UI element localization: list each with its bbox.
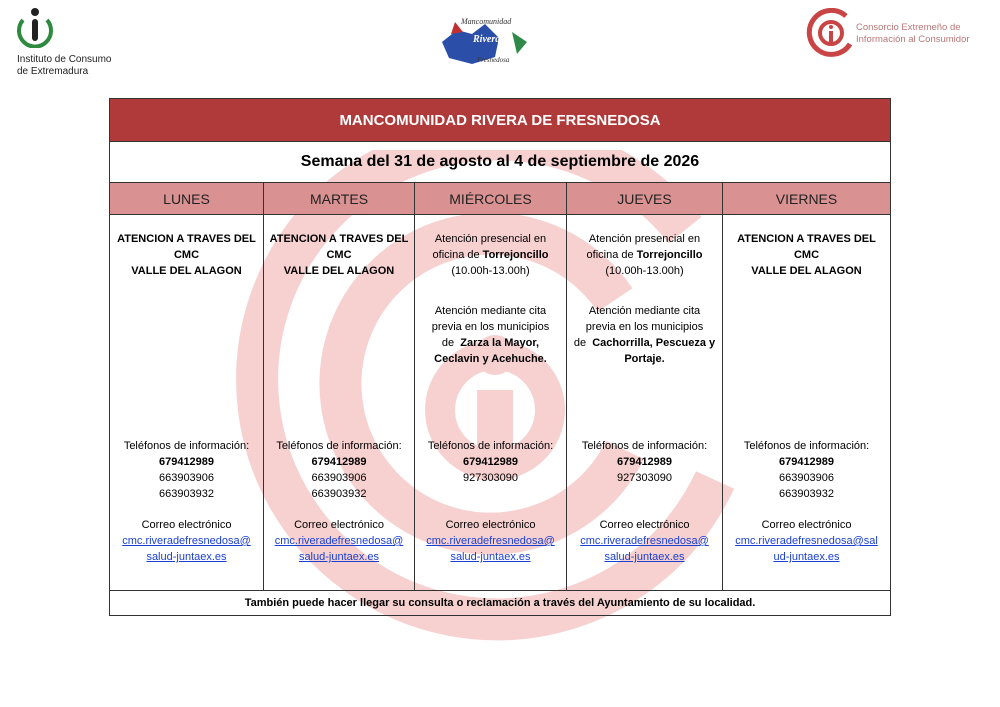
cell-jueves	[567, 215, 723, 591]
day-header-miercoles: MIÉRCOLES	[415, 183, 567, 215]
day-header-viernes: VIERNES	[723, 183, 891, 215]
viernes-top-line3: VALLE DEL ALAGON	[751, 265, 862, 277]
miercoles-mid-line2: previa en los municipios	[431, 321, 550, 333]
day-header-martes: MARTES	[264, 183, 415, 215]
miercoles-phone-2: 927303090	[462, 472, 519, 484]
logo-mancomunidad	[437, 12, 537, 67]
martes-email-label: Correo electrónico	[294, 519, 384, 531]
martes-top-line1: ATENCION A TRAVES DEL	[269, 233, 409, 245]
footer-note: También puede hacer llegar su consulta o reclamación a través del Ayuntamiento de su localidad.	[110, 591, 891, 616]
jueves-mid-line1: Atención mediante cita	[588, 305, 701, 317]
schedule-sheet	[109, 98, 890, 616]
martes-top-line3: VALLE DEL ALAGON	[283, 265, 395, 277]
lunes-top-line3: VALLE DEL ALAGON	[131, 265, 242, 277]
martes-phone-3: 663903932	[311, 488, 367, 500]
viernes-phones-label: Teléfonos de información:	[743, 440, 870, 452]
viernes-email-label: Correo electrónico	[761, 519, 852, 531]
martes-phones-label: Teléfonos de información:	[276, 440, 402, 452]
logo-left-line1: Instituto de Consumo	[17, 54, 112, 65]
viernes-phone-3: 663903932	[778, 488, 835, 500]
miercoles-top-line2: oficina de Torrejoncillo	[432, 249, 549, 261]
miercoles-top-line3: (10.00h-13.00h)	[451, 265, 530, 277]
jueves-email-label: Correo electrónico	[599, 519, 690, 531]
lunes-phone-2: 663903906	[158, 472, 215, 484]
martes-email-link[interactable]: cmc.riveradefresnedosa@ salud-juntaex.es	[274, 535, 404, 563]
martes-top-line2: CMC	[326, 249, 352, 261]
logo-mid-text3: Fresnedosa	[477, 56, 510, 64]
viernes-phone-2: 663903906	[778, 472, 835, 484]
lunes-phone-main: 679412989	[158, 456, 215, 468]
consorcio-logo-icon	[806, 8, 856, 58]
table-title: MANCOMUNIDAD RIVERA DE FRESNEDOSA	[110, 99, 891, 142]
miercoles-mid-line3: de Zarza la Mayor,	[441, 337, 540, 349]
miercoles-mid-line4: Ceclavin y Acehuche.	[434, 353, 547, 365]
jueves-mid-line4: Portaje.	[624, 353, 665, 365]
instituto-logo-icon	[15, 6, 55, 48]
logo-mid-text1: Mancomunidad	[461, 17, 512, 26]
jueves-top-line3: (10.00h-13.00h)	[605, 265, 684, 277]
miercoles-top-line1: Atención presencial en	[434, 233, 547, 245]
jueves-mid-line3: de Cachorrilla, Pescueza y	[573, 337, 716, 349]
week-heading: Semana del 31 de agosto al 4 de septiembre de 2026	[110, 142, 891, 183]
jueves-mid-line2: previa en los municipios	[585, 321, 704, 333]
logo-consorcio	[806, 8, 996, 58]
cell-viernes	[723, 215, 891, 591]
jueves-phone-main: 679412989	[616, 456, 673, 468]
viernes-email-link[interactable]: cmc.riveradefresnedosa@sal ud-juntaex.es	[735, 535, 878, 563]
jueves-email-link[interactable]: cmc.riveradefresnedosa@ salud-juntaex.es	[580, 535, 709, 563]
jueves-top-line1: Atención presencial en	[588, 233, 701, 245]
lunes-top-line2: CMC	[173, 249, 200, 261]
logo-right-line1: Consorcio Extremeño de	[856, 22, 961, 33]
cell-martes	[264, 215, 415, 591]
jueves-top-line2: oficina de Torrejoncillo	[586, 249, 703, 261]
lunes-email-link[interactable]: cmc.riveradefresnedosa@ salud-juntaex.es	[122, 535, 251, 563]
martes-phone-2: 663903906	[311, 472, 367, 484]
lunes-phone-3: 663903932	[158, 488, 215, 500]
miercoles-phone-main: 679412989	[462, 456, 519, 468]
jueves-phone-2: 927303090	[616, 472, 673, 484]
martes-phone-main: 679412989	[311, 456, 367, 468]
miercoles-mid-line1: Atención mediante cita	[434, 305, 547, 317]
logo-right-line2: Información al Consumidor	[856, 34, 970, 45]
miercoles-email-link[interactable]: cmc.riveradefresnedosa@ salud-juntaex.es	[426, 535, 555, 563]
lunes-email-label: Correo electrónico	[141, 519, 232, 531]
miercoles-phones-label: Teléfonos de información:	[427, 440, 554, 452]
viernes-top-line1: ATENCION A TRAVES DEL	[737, 233, 876, 245]
lunes-phones-label: Teléfonos de información:	[123, 440, 250, 452]
logo-left-line2: de Extremadura	[17, 66, 89, 77]
day-header-jueves: JUEVES	[567, 183, 723, 215]
viernes-top-line2: CMC	[793, 249, 820, 261]
miercoles-email-label: Correo electrónico	[445, 519, 536, 531]
schedule-table	[109, 98, 891, 616]
day-header-lunes: LUNES	[110, 183, 264, 215]
cell-lunes	[110, 215, 264, 591]
logo-mid-text2: Rivera	[473, 34, 501, 45]
viernes-phone-main: 679412989	[778, 456, 835, 468]
jueves-phones-label: Teléfonos de información:	[581, 440, 708, 452]
lunes-top-line1: ATENCION A TRAVES DEL	[117, 233, 256, 245]
logo-instituto-consumo	[15, 6, 135, 76]
cell-miercoles	[415, 215, 567, 591]
